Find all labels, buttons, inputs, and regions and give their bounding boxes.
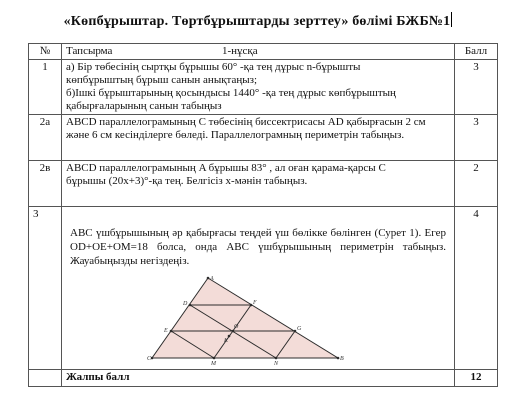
task-row-2b [29,161,498,207]
header-task: Тапсырма 1-нұсқа [62,44,455,60]
task-line: ABCD параллелограмының C төбесінің биссектрисасы AD қабырғасын 2 см [66,116,426,128]
point-A [207,277,210,280]
task-number: 2в [29,161,62,207]
point-C [151,357,154,360]
total-row [29,370,498,387]
point-M [213,357,216,360]
point-B [337,357,340,360]
task-line: б)Ішкі бұрыштарының қосындысы 1440° -қа тең дұрыс көпбұрыштың [66,87,396,99]
page-title: «Көпбұрыштар. Төртбұрыштарды зерттеу» бөлімі БЖБ№1 [63,14,451,29]
task-line: а) Бір төбесінің сыртқы бұрышы 60° -қа тең дұрыс n-бұрышты [66,61,361,73]
task-line: көпбұрыштың бұрыш санын анықтаңыз; [66,74,258,86]
task-score: 3 [455,60,498,115]
assessment-table [28,43,498,387]
point-G [294,330,297,333]
header-no: № [29,44,62,60]
label-O: O [234,324,239,330]
triangle-figure [147,274,350,367]
task-text [62,161,455,207]
task-text [62,115,455,161]
point-D [189,304,192,307]
label-C: C [147,356,152,362]
point-N [275,357,278,360]
task-number: 1 [29,60,62,115]
task-row-3 [29,207,498,370]
task-score: 2 [455,161,498,207]
task-paragraph: ABC үшбұрышының әр қабырғасы теңдей үш бөлікке бөлінген (Сурет 1). Егер OD+OE+OM=18 болса, онда ABC үшбұрышының периметрін табыңыз. Жауабыңызды негіздеңіз. [70,227,446,267]
label-N: N [274,361,279,367]
label-E: E [164,328,168,334]
task-row-1 [29,60,498,115]
total-label: Жалпы балл [62,370,455,387]
task-line: қабырғаларының санын табыңыз [66,100,222,112]
point-F [250,304,253,307]
task-score: 4 [455,207,498,370]
task-text [62,207,455,370]
task-row-2a [29,115,498,161]
label-D: D [183,301,188,307]
task-score: 3 [455,115,498,161]
label-G: G [297,326,302,332]
point-E [170,330,173,333]
header-variant: 1-нұсқа [222,45,258,57]
table-header-row [29,44,498,60]
task-line: бұрышы (20x+3)°-қа тең. Белгісіз x-мәнін табыңыз. [66,175,308,187]
label-M: M [211,361,216,367]
task-number: 2а [29,115,62,161]
total-blank [29,370,62,387]
triangle-fill [152,278,338,358]
label-K: K [224,338,229,344]
point-K [228,335,231,338]
task-text [62,60,455,115]
total-score: 12 [455,370,498,387]
label-A: A [210,276,214,282]
task-line: ABCD параллелограмының A бұрышы 83° , ал оған қарама-қарсы C [66,162,386,174]
task-line: және 6 см кесінділерге бөледі. Параллелограмның периметрін табыңыз. [66,129,405,141]
label-F: F [253,300,257,306]
task-number: 3 [29,207,62,370]
label-B: B [340,356,344,362]
header-score: Балл [455,44,498,60]
point-O [232,330,235,333]
text-cursor [451,12,452,27]
